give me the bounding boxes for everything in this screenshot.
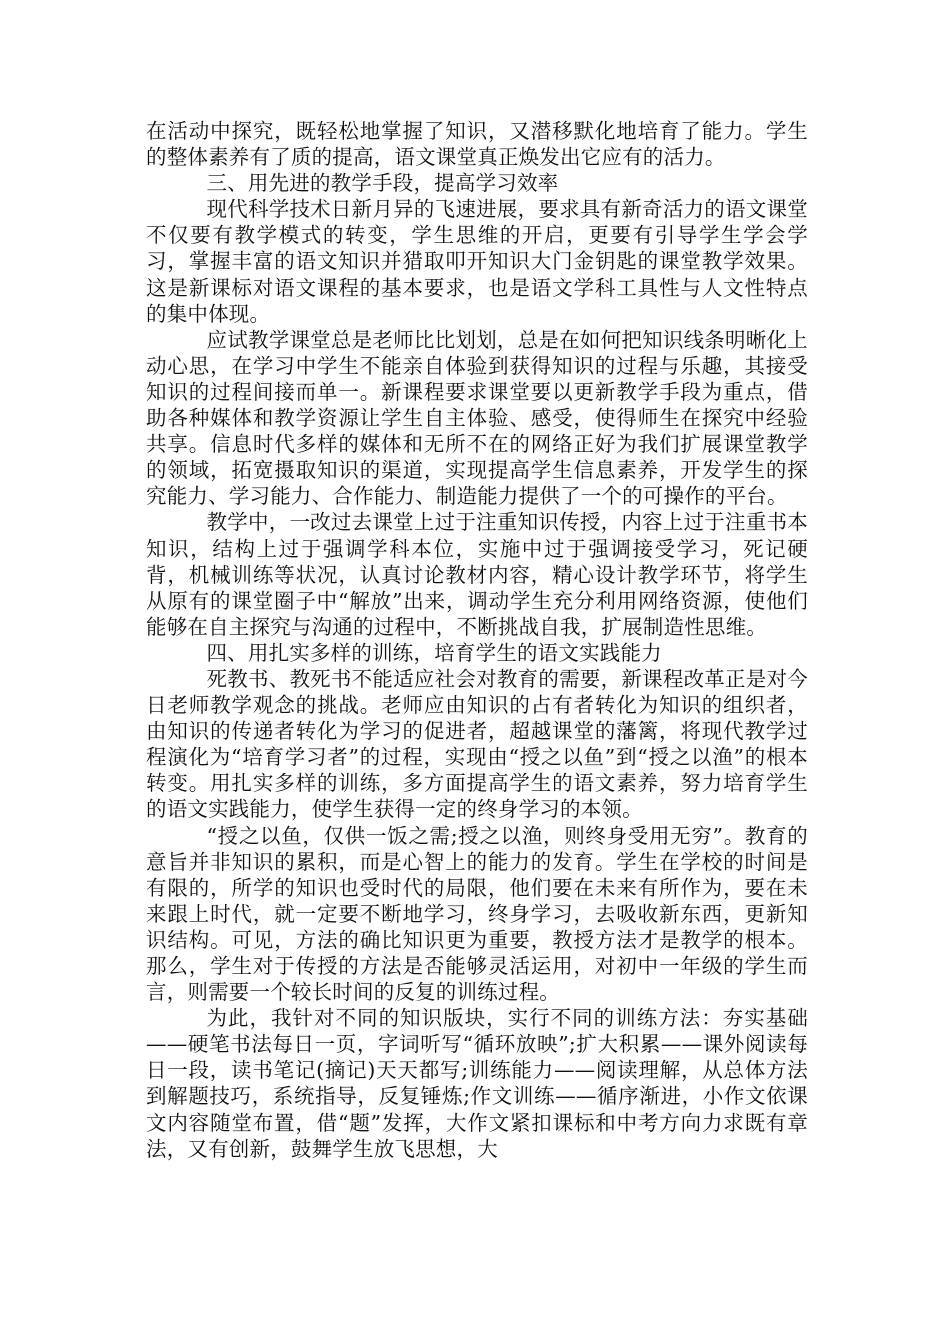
paragraph: 教学中，一改过去课堂上过于注重知识传授，内容上过于注重书本知识，结构上过于强调学科本位，实施中过于强调接受学习，死记硬背，机械训练等状况，认真讨论教材内容，精心设计教学环节，将学生从原有的课堂圈子中“解放”出来，调动学生充分利用网络资源，使他们能够在自主探究与沟通的过程中，不断挑战自我，扩展制造性思维。 [146,510,808,639]
section-heading-4: 四、用扎实多样的训练，培育学生的语文实践能力 [206,640,662,665]
section-heading-3: 三、用先进的教学手段，提高学习效率 [206,171,559,196]
paragraph: “授之以鱼，仅供一饭之需;授之以渔，则终身受用无穷”。教育的意旨并非知识的累积，而是心智上的能力的发育。学生在学校的时间是有限的，所学的知识也受时代的局限，他们要在未来有所作为，要在未来跟上时代，就一定要不断地学习，终身学习，去吸收新东西，更新知识结构。可见，方法的确比知识更为重要，教授方法才是教学的根本。那么，学生对于传授的方法是否能够灵活运用，对初中一年级的学生而言，则需要一个较长时间的反复的训练过程。 [146,823,808,1005]
paragraph: 为此，我针对不同的知识版块，实行不同的训练方法：夯实基础——硬笔书法每日一页，字词听写“循环放映”;扩大积累——课外阅读每日一段，读书笔记(摘记)天天都写;训练能力——阅读理解，从总体方法到解题技巧，系统指导，反复锤炼;作文训练——循序渐进，小作文依课文内容随堂布置，借“题”发挥，大作文紧扣课标和中考方向力求既有章法，又有创新，鼓舞学生放飞思想，大 [146,1006,808,1161]
paragraph: 应试教学课堂总是老师比比划划，总是在如何把知识线条明晰化上动心思，在学习中学生不能亲自体验到获得知识的过程与乐趣，其接受知识的过程间接而单一。新课程要求课堂要以更新教学手段为重点，借助各种媒体和教学资源让学生自主体验、感受，使得师生在探究中经验共享。信息时代多样的媒体和无所不在的网络正好为我们扩展课堂教学的领域，拓宽摄取知识的渠道，实现提高学生信息素养，开发学生的探究能力、学习能力、合作能力、制造能力提供了一个的可操作的平台。 [146,327,808,509]
paragraph: 死教书、教死书不能适应社会对教育的需要，新课程改革正是对今日老师教学观念的挑战。老师应由知识的占有者转化为知识的组织者，由知识的传递者转化为学习的促进者，超越课堂的藩篱，将现代教学过程演化为“培育学习者”的过程，实现由“授之以鱼”到“授之以渔”的根本转变。用扎实多样的训练，多方面提高学生的语文素养，努力培育学生的语文实践能力，使学生获得一定的终身学习的本领。 [146,666,808,822]
paragraph-continuation: 在活动中探究，既轻松地掌握了知识，又潜移默化地培育了能力。学生的整体素养有了质的提高，语文课堂真正焕发出它应有的活力。 [146,119,808,170]
paragraph: 现代科学技术日新月异的飞速进展，要求具有新奇活力的语文课堂不仅要有教学模式的转变，学生思维的开启，更要有引导学生学会学习，掌握丰富的语文知识并猎取叩开知识大门金钥匙的课堂教学效果。这是新课标对语文课程的基本要求，也是语文学科工具性与人文性特点的集中体现。 [146,197,808,326]
document-body [146,118,808,1162]
